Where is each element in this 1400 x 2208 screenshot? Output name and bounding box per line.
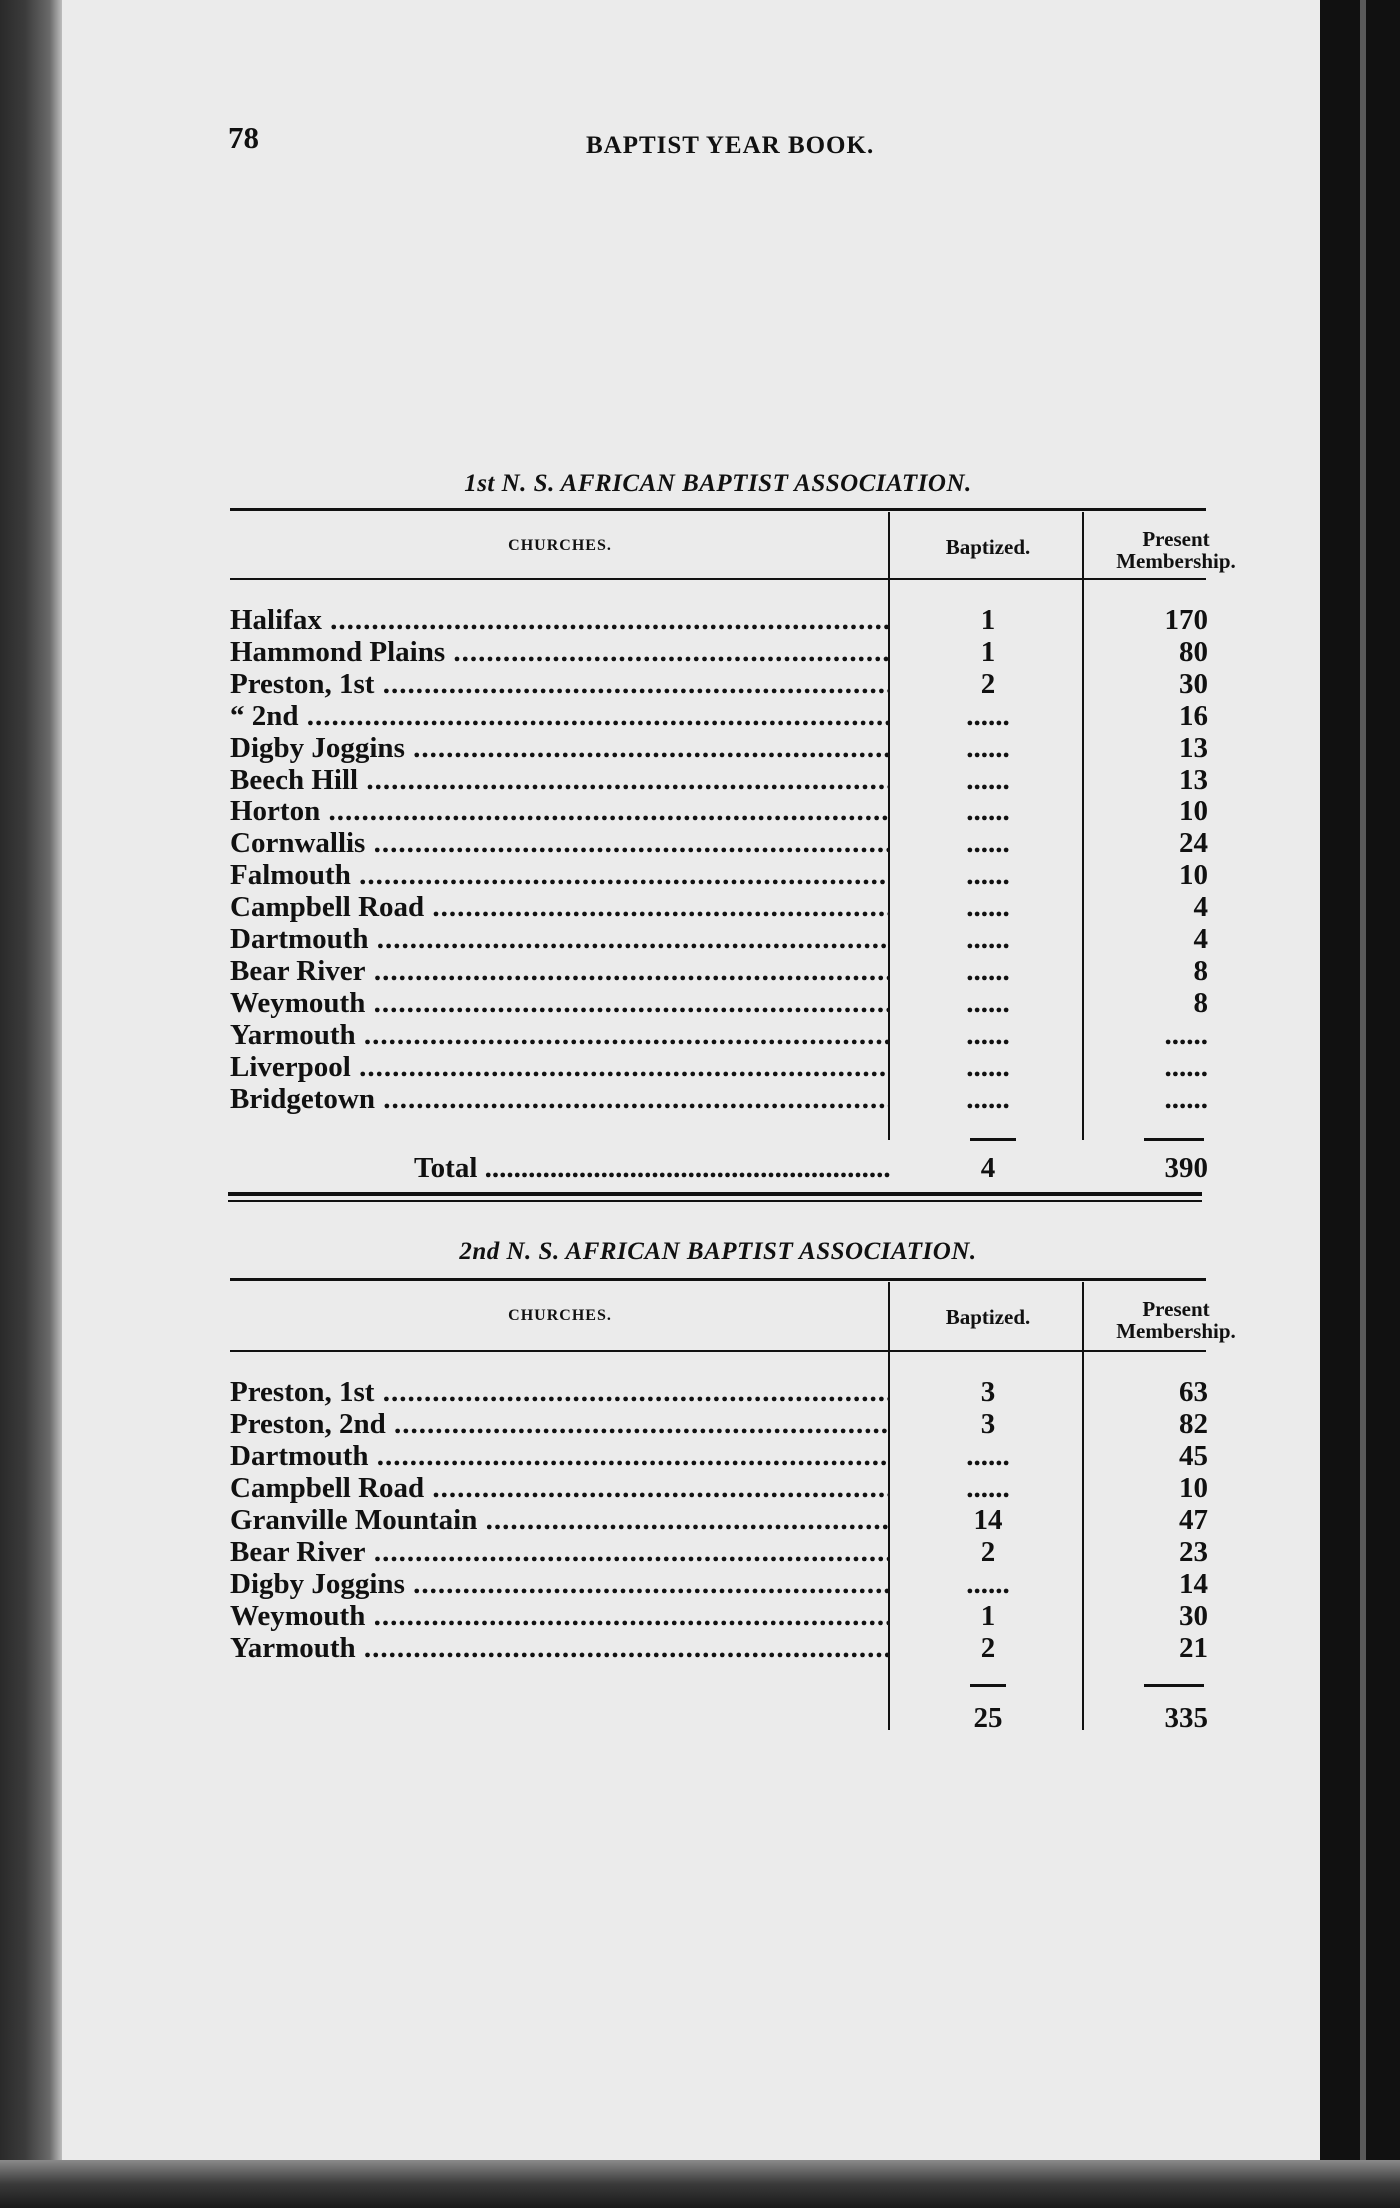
table-row <box>62 955 1320 987</box>
baptized-count: 2 <box>980 1536 996 1568</box>
book-page <box>62 0 1320 2160</box>
baptized-count: ...... <box>966 1472 1010 1504</box>
association-2-membership-sum-rule <box>1144 1684 1204 1687</box>
baptized-count: ...... <box>966 699 1010 732</box>
membership-count: ...... <box>1164 1082 1208 1115</box>
association-2-total-membership: 335 <box>1164 1702 1208 1734</box>
table-row <box>62 795 1320 827</box>
church-name: Beech Hill ..... <box>230 764 890 796</box>
association-2-baptized-sum-rule <box>970 1684 1006 1687</box>
association-1-top-rule <box>230 508 1206 511</box>
church-name: Digby Joggins ..... <box>230 1568 890 1600</box>
table-row <box>62 1408 1320 1440</box>
scan-bottom-edge <box>0 2160 1400 2208</box>
church-name: Campbell Road ..... <box>230 891 890 923</box>
baptized-count: ...... <box>966 859 1010 892</box>
association-2-top-rule <box>230 1278 1206 1281</box>
church-name: Bear River ..... <box>230 1536 890 1568</box>
church-name: Liverpool ..... <box>230 1051 890 1083</box>
table-row <box>62 764 1320 796</box>
table-row <box>62 1472 1320 1504</box>
baptized-count: ...... <box>966 827 1010 860</box>
church-name: Campbell Road ..... <box>230 1472 890 1504</box>
church-name: “ 2nd ..... <box>230 700 890 732</box>
church-name: Dartmouth ..... <box>230 923 890 955</box>
table-row <box>62 1051 1320 1083</box>
baptized-count: 1 <box>980 1600 996 1632</box>
association-1-title: 1st N. S. AFRICAN BAPTIST ASSOCIATION. <box>464 470 972 497</box>
association-2-total-row <box>62 1702 1320 1734</box>
membership-count: 82 <box>1179 1408 1208 1440</box>
membership-count: 80 <box>1179 635 1208 668</box>
association-2-header-churches: CHURCHES. <box>508 1307 612 1324</box>
church-name: Yarmouth ..... <box>230 1019 890 1051</box>
baptized-count: ...... <box>966 891 1010 924</box>
table-row <box>62 1019 1320 1051</box>
church-name: Falmouth ..... <box>230 859 890 891</box>
book-binding <box>0 0 62 2208</box>
church-name: Weymouth ..... <box>230 987 890 1019</box>
association-1-header-churches: CHURCHES. <box>508 537 612 554</box>
book-edge <box>1320 0 1400 2208</box>
association-2-total-baptized: 25 <box>973 1702 1003 1734</box>
membership-count: 63 <box>1179 1376 1208 1408</box>
table-row <box>62 1083 1320 1115</box>
association-1-bottom-rule <box>228 1192 1202 1196</box>
baptized-count: ...... <box>966 731 1010 764</box>
header-present-line-1: Present <box>1142 1297 1210 1321</box>
membership-count: 14 <box>1179 1568 1208 1600</box>
table-row <box>62 1504 1320 1536</box>
membership-count: 24 <box>1179 827 1208 860</box>
baptized-count: ...... <box>966 1082 1010 1115</box>
table-row <box>62 1536 1320 1568</box>
membership-count: 30 <box>1179 667 1208 700</box>
membership-count: 170 <box>1164 604 1208 636</box>
church-name: Granville Mountain ..... <box>230 1504 890 1536</box>
table-row <box>62 827 1320 859</box>
baptized-count: 1 <box>980 604 996 636</box>
table-row <box>62 732 1320 764</box>
church-name: Yarmouth ..... <box>230 1632 890 1664</box>
table-row <box>62 668 1320 700</box>
table-row <box>62 923 1320 955</box>
church-name: Bridgetown ..... <box>230 1083 890 1115</box>
church-name: Dartmouth ..... <box>230 1440 890 1472</box>
church-name: Bear River ..... <box>230 955 890 987</box>
church-name: Preston, 2nd ..... <box>230 1408 890 1440</box>
association-1-membership-sum-rule <box>1144 1138 1204 1141</box>
baptized-count: 2 <box>980 1632 996 1664</box>
table-row <box>62 891 1320 923</box>
membership-count: 8 <box>1193 986 1208 1019</box>
baptized-count: 1 <box>980 635 996 668</box>
association-2-header-baptized: Baptized. <box>945 1305 1031 1329</box>
church-name: Halifax ..... <box>230 604 890 636</box>
baptized-count: ...... <box>966 1050 1010 1083</box>
membership-count: 16 <box>1179 699 1208 732</box>
church-name: Weymouth ..... <box>230 1600 890 1632</box>
church-name: Digby Joggins ..... <box>230 732 890 764</box>
membership-count: 13 <box>1179 731 1208 764</box>
association-2-header-present <box>1088 1298 1264 1342</box>
table-row <box>62 987 1320 1019</box>
membership-count: 21 <box>1179 1632 1208 1664</box>
association-1-total-membership: 390 <box>1164 1152 1208 1184</box>
table-row <box>62 1600 1320 1632</box>
membership-count: 4 <box>1193 923 1208 955</box>
table-row <box>62 636 1320 668</box>
table-row <box>62 604 1320 636</box>
membership-count: 10 <box>1179 795 1208 828</box>
church-name: Preston, 1st ..... <box>230 668 890 700</box>
association-1-total-label: Total ..... <box>414 1152 890 1184</box>
association-2-title: 2nd N. S. AFRICAN BAPTIST ASSOCIATION. <box>459 1238 977 1265</box>
association-1-bottom-rule-thin <box>228 1200 1202 1202</box>
baptized-count: 2 <box>980 667 996 700</box>
membership-count: 13 <box>1179 763 1208 796</box>
baptized-count: 3 <box>980 1376 996 1408</box>
baptized-count: 14 <box>973 1504 1003 1536</box>
table-row <box>62 859 1320 891</box>
church-name: Hammond Plains ..... <box>230 636 890 668</box>
association-1-total-baptized: 4 <box>980 1152 996 1184</box>
header-present-line-2: Membership. <box>1116 1319 1236 1344</box>
membership-count: 23 <box>1179 1536 1208 1568</box>
table-row <box>62 700 1320 732</box>
membership-count: 4 <box>1193 891 1208 924</box>
table-row <box>62 1632 1320 1664</box>
church-name: Preston, 1st ..... <box>230 1376 890 1408</box>
association-1-header-baptized: Baptized. <box>945 535 1031 559</box>
membership-count: 10 <box>1179 1472 1208 1504</box>
baptized-count: ...... <box>966 1018 1010 1051</box>
header-present-line-1: Present <box>1142 527 1210 551</box>
membership-count: 45 <box>1179 1440 1208 1472</box>
baptized-count: ...... <box>966 1568 1010 1600</box>
baptized-count: ...... <box>966 795 1010 828</box>
header-present-line-2: Membership. <box>1116 549 1236 574</box>
church-name: Cornwallis ..... <box>230 827 890 859</box>
membership-count: ...... <box>1164 1050 1208 1083</box>
baptized-count: 3 <box>980 1408 996 1440</box>
baptized-count: ...... <box>966 763 1010 796</box>
membership-count: 10 <box>1179 859 1208 892</box>
baptized-count: ...... <box>966 954 1010 987</box>
association-1-header-rule <box>230 578 1206 580</box>
association-1-header-present <box>1088 528 1264 572</box>
membership-count: ...... <box>1164 1018 1208 1051</box>
page-number: 78 <box>228 120 259 155</box>
baptized-count: ...... <box>966 986 1010 1019</box>
association-1-total-row <box>62 1152 1320 1184</box>
baptized-count: ...... <box>966 923 1010 955</box>
baptized-count: ...... <box>966 1440 1010 1472</box>
membership-count: 47 <box>1179 1504 1208 1536</box>
association-1-baptized-sum-rule <box>970 1138 1016 1141</box>
membership-count: 30 <box>1179 1600 1208 1632</box>
membership-count: 8 <box>1193 954 1208 987</box>
association-2-header-rule <box>230 1350 1206 1352</box>
table-row <box>62 1376 1320 1408</box>
table-row <box>62 1568 1320 1600</box>
running-head: BAPTIST YEAR BOOK. <box>586 132 875 159</box>
table-row <box>62 1440 1320 1472</box>
church-name: Horton ..... <box>230 795 890 827</box>
